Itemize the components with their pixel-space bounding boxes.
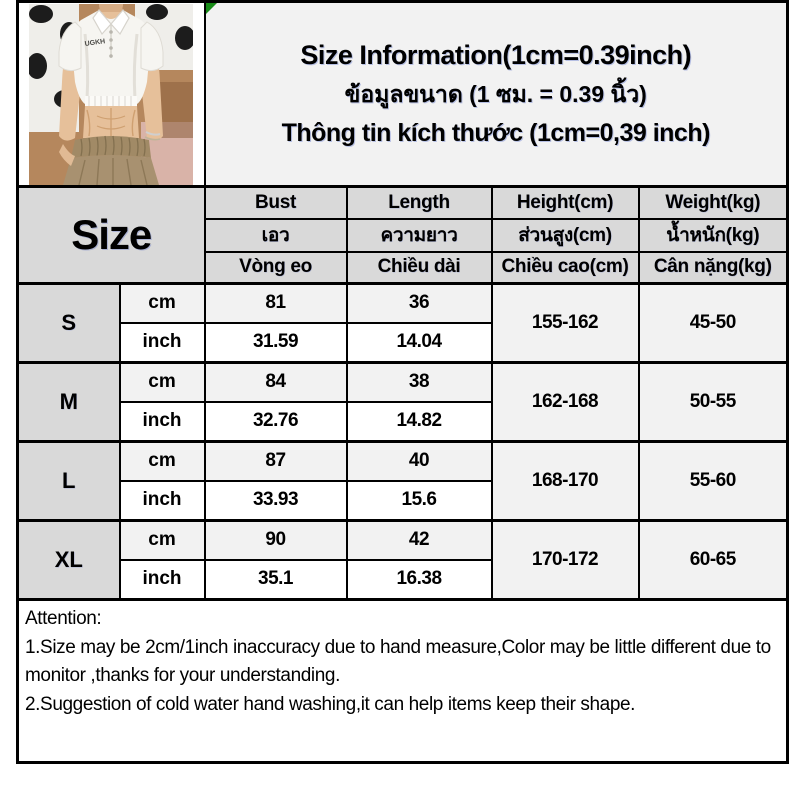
unit-inch-label: inch xyxy=(120,323,205,363)
unit-cm-label: cm xyxy=(120,363,205,402)
title-line-thai: ข้อมูลขนาด (1 ซม. = 0.39 นิ้ว) xyxy=(344,81,647,107)
bust-inch-value: 32.76 xyxy=(205,402,347,442)
bust-inch-value: 33.93 xyxy=(205,481,347,521)
bust-inch-value: 31.59 xyxy=(205,323,347,363)
length-cm-value: 42 xyxy=(347,521,492,560)
bust-cm-value: 90 xyxy=(205,521,347,560)
bust-cm-value: 81 xyxy=(205,284,347,323)
col-header-height-en: Height(cm) xyxy=(492,187,639,219)
unit-cm-label: cm xyxy=(120,442,205,481)
weight-range: 55-60 xyxy=(639,442,788,521)
size-label-xl: XL xyxy=(18,521,120,600)
weight-range: 60-65 xyxy=(639,521,788,600)
product-photo-cell xyxy=(18,2,205,187)
unit-cm-label: cm xyxy=(120,284,205,323)
size-column-header: Size xyxy=(18,187,205,284)
weight-range: 45-50 xyxy=(639,284,788,363)
unit-cm-label: cm xyxy=(120,521,205,560)
unit-inch-label: inch xyxy=(120,560,205,600)
col-header-bust-en: Bust xyxy=(205,187,347,219)
length-inch-value: 14.04 xyxy=(347,323,492,363)
table-row xyxy=(18,284,788,323)
product-photo-illustration xyxy=(29,4,193,185)
bust-cm-value: 84 xyxy=(205,363,347,402)
bust-cm-value: 87 xyxy=(205,442,347,481)
col-header-bust-th: เอว xyxy=(205,219,347,252)
length-cm-value: 38 xyxy=(347,363,492,402)
size-chart-table xyxy=(16,0,789,764)
size-label-l: L xyxy=(18,442,120,521)
length-inch-value: 15.6 xyxy=(347,481,492,521)
size-info-title xyxy=(205,2,788,187)
shirt-logo-text: UGKH xyxy=(84,37,106,48)
col-header-bust-vi: Vòng eo xyxy=(205,252,347,284)
col-header-length-vi: Chiều dài xyxy=(347,252,492,284)
length-inch-value: 14.82 xyxy=(347,402,492,442)
table-row xyxy=(18,363,788,402)
weight-range: 50-55 xyxy=(639,363,788,442)
col-header-weight-vi: Cân nặng(kg) xyxy=(639,252,788,284)
length-inch-value: 16.38 xyxy=(347,560,492,600)
table-row xyxy=(18,521,788,560)
col-header-weight-th: น้ำหนัก(kg) xyxy=(639,219,788,252)
col-header-weight-en: Weight(kg) xyxy=(639,187,788,219)
title-line-vietnamese: Thông tin kích thước (1cm=0,39 inch) xyxy=(281,119,710,147)
attention-note xyxy=(18,600,788,763)
col-header-height-vi: Chiều cao(cm) xyxy=(492,252,639,284)
attention-heading: Attention: xyxy=(25,608,102,629)
length-cm-value: 36 xyxy=(347,284,492,323)
height-range: 162-168 xyxy=(492,363,639,442)
col-header-height-th: ส่วนสูง(cm) xyxy=(492,219,639,252)
attention-line-2: 2.Suggestion of cold water hand washing,it can help items keep their shape. xyxy=(25,693,636,715)
col-header-length-en: Length xyxy=(347,187,492,219)
green-corner-icon xyxy=(206,3,217,14)
size-label-m: M xyxy=(18,363,120,442)
length-cm-value: 40 xyxy=(347,442,492,481)
unit-inch-label: inch xyxy=(120,402,205,442)
attention-line-1: 1.Size may be 2cm/1inch inaccuracy due to hand measure,Color may be little different due to monitor ,thanks for your understanding. xyxy=(25,636,771,686)
table-row xyxy=(18,442,788,481)
height-range: 168-170 xyxy=(492,442,639,521)
height-range: 155-162 xyxy=(492,284,639,363)
size-label-s: S xyxy=(18,284,120,363)
height-range: 170-172 xyxy=(492,521,639,600)
col-header-length-th: ความยาว xyxy=(347,219,492,252)
bust-inch-value: 35.1 xyxy=(205,560,347,600)
title-line-english: Size Information(1cm=0.39inch) xyxy=(300,40,692,70)
unit-inch-label: inch xyxy=(120,481,205,521)
